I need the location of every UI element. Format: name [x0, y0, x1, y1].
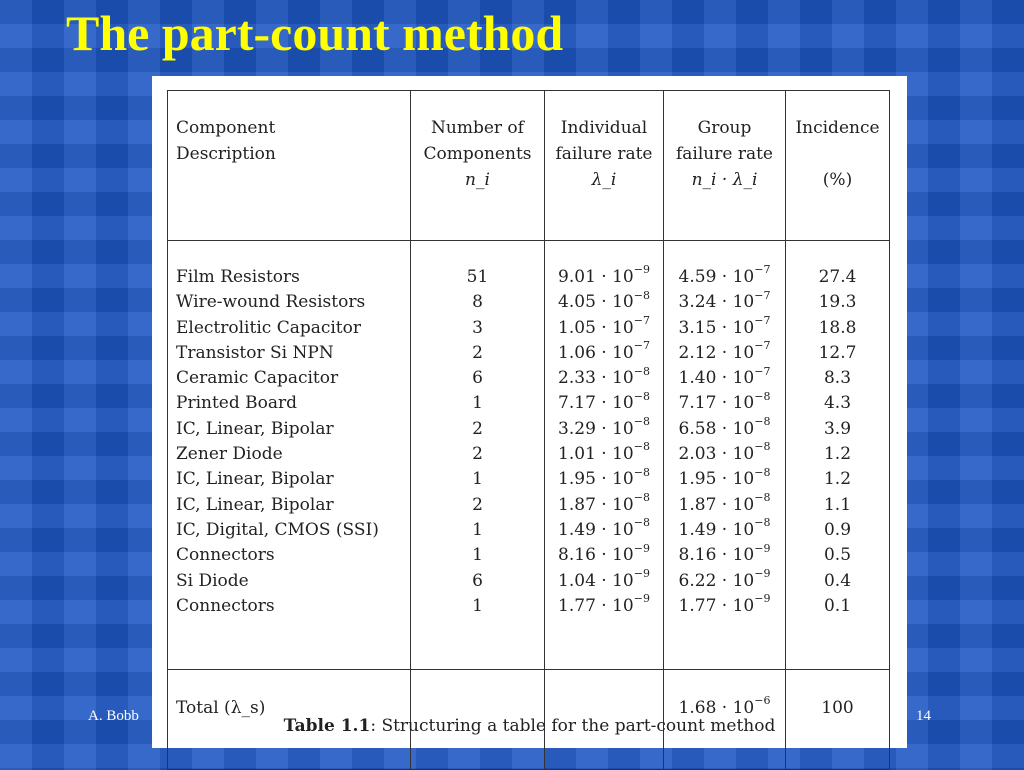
group-failure-rate: $6.58 \cdot 10^{-8}$: [678, 415, 771, 439]
table-header-row: [168, 91, 890, 241]
component-description: Connectors: [176, 545, 275, 566]
individual-failure-rate: $1.49 \cdot 10^{-8}$: [558, 516, 650, 540]
individual-failure-rate: $1.06 \cdot 10^{-7}$: [558, 339, 650, 363]
component-count: 1: [472, 469, 483, 490]
component-count: 1: [472, 393, 483, 414]
table-caption: [152, 716, 907, 736]
incidence-percent: 0.9: [823, 519, 852, 540]
individual-failure-rate: $1.05 \cdot 10^{-7}$: [558, 313, 650, 338]
group-rate-column: [664, 241, 786, 670]
incidence-percent: 4.3: [823, 393, 852, 414]
incidence-column: [786, 241, 890, 670]
component-count: 8: [472, 292, 483, 313]
group-failure-rate: $4.59 \cdot 10^{-7}$: [678, 263, 771, 287]
group-failure-rate: $1.95 \cdot 10^{-8}$: [678, 465, 771, 490]
header-description: Component Description: [168, 91, 411, 241]
footer-author: A. Bobb: [88, 708, 139, 724]
component-description: Ceramic Capacitor: [176, 368, 339, 389]
component-count: 1: [472, 519, 483, 540]
individual-failure-rate: $1.95 \cdot 10^{-8}$: [558, 465, 650, 490]
description-column: [168, 241, 411, 670]
incidence-percent: 27.4: [818, 267, 857, 287]
component-count: 2: [472, 418, 483, 439]
component-description: Connectors: [176, 595, 275, 616]
incidence-percent: 3.9: [823, 418, 852, 439]
table-body-row: [168, 241, 890, 670]
component-count: 2: [472, 444, 483, 465]
component-description: Transistor Si NPN: [176, 342, 334, 363]
incidence-percent: 1.2: [823, 469, 852, 490]
page-number: 14: [916, 708, 931, 724]
individual-failure-rate: $1.87 \cdot 10^{-8}$: [558, 491, 650, 515]
count-column: [411, 241, 545, 670]
total-incidence: 100: [786, 670, 890, 770]
component-count: 6: [472, 570, 483, 591]
individual-failure-rate: $1.01 \cdot 10^{-8}$: [558, 440, 650, 465]
header-group-rate: Group failure rate n_i · λ_i: [664, 91, 786, 241]
component-count: 51: [466, 267, 489, 287]
component-description: Printed Board: [176, 393, 298, 414]
caption-text: : Structuring a table for the part-count method: [370, 716, 776, 736]
group-failure-rate: $1.87 \cdot 10^{-8}$: [678, 491, 771, 515]
component-description: IC, Digital, CMOS (SSI): [176, 519, 379, 540]
group-failure-rate: $3.24 \cdot 10^{-7}$: [678, 288, 771, 313]
incidence-percent: 12.7: [818, 342, 857, 363]
component-description: Film Resistors: [176, 267, 300, 287]
table-panel: [152, 76, 907, 748]
group-failure-rate: $1.49 \cdot 10^{-8}$: [678, 516, 771, 540]
individual-failure-rate: $7.17 \cdot 10^{-8}$: [558, 389, 650, 414]
component-description: IC, Linear, Bipolar: [176, 469, 334, 490]
group-failure-rate: $6.22 \cdot 10^{-9}$: [678, 566, 771, 591]
individual-failure-rate: $4.05 \cdot 10^{-8}$: [558, 288, 650, 313]
component-count: 2: [472, 342, 483, 363]
incidence-percent: 19.3: [818, 292, 857, 313]
group-failure-rate: $2.03 \cdot 10^{-8}$: [678, 440, 771, 465]
component-description: Si Diode: [176, 570, 249, 591]
part-count-table: [167, 90, 890, 770]
incidence-percent: 1.1: [823, 494, 852, 515]
component-count: 6: [472, 368, 483, 389]
group-failure-rate: $7.17 \cdot 10^{-8}$: [678, 389, 771, 414]
component-description: Wire-wound Resistors: [176, 292, 366, 313]
incidence-percent: 0.4: [823, 570, 852, 591]
component-description: Electrolitic Capacitor: [176, 317, 361, 338]
incidence-percent: 0.1: [823, 595, 852, 616]
component-count: 1: [472, 595, 483, 616]
group-failure-rate: $2.12 \cdot 10^{-7}$: [678, 339, 771, 363]
individual-failure-rate: $2.33 \cdot 10^{-8}$: [558, 364, 650, 389]
individual-failure-rate: $1.04 \cdot 10^{-9}$: [558, 566, 650, 591]
group-failure-rate: $3.15 \cdot 10^{-7}$: [678, 313, 771, 338]
incidence-percent: 1.2: [823, 444, 852, 465]
individual-failure-rate: $9.01 \cdot 10^{-9}$: [558, 263, 650, 287]
individual-failure-rate: $3.29 \cdot 10^{-8}$: [558, 415, 650, 439]
individual-failure-rate: $1.77 \cdot 10^{-9}$: [558, 592, 650, 616]
individual-failure-rate: $8.16 \cdot 10^{-9}$: [558, 541, 650, 566]
group-failure-rate: $8.16 \cdot 10^{-9}$: [678, 541, 771, 566]
slide-title: The part-count method: [66, 5, 564, 61]
component-description: IC, Linear, Bipolar: [176, 494, 334, 515]
caption-label: Table 1.1: [283, 716, 371, 736]
total-group-rate: $1.68 \cdot 10^{-6}$: [664, 670, 786, 770]
component-description: Zener Diode: [176, 444, 283, 465]
header-individual-rate: Individual failure rate λ_i: [545, 91, 664, 241]
incidence-percent: 8.3: [823, 368, 852, 389]
component-count: 1: [472, 545, 483, 566]
incidence-percent: 0.5: [823, 545, 852, 566]
header-count: Number of Components n_i: [411, 91, 545, 241]
individual-rate-column: [545, 241, 664, 670]
component-description: IC, Linear, Bipolar: [176, 418, 334, 439]
group-failure-rate: $1.40 \cdot 10^{-7}$: [678, 364, 771, 389]
header-incidence: Incidence (%): [786, 91, 890, 241]
total-label: Total (λ_s): [168, 670, 411, 770]
incidence-percent: 18.8: [818, 317, 857, 338]
component-count: 2: [472, 494, 483, 515]
group-failure-rate: $1.77 \cdot 10^{-9}$: [678, 592, 771, 616]
component-count: 3: [472, 317, 483, 338]
